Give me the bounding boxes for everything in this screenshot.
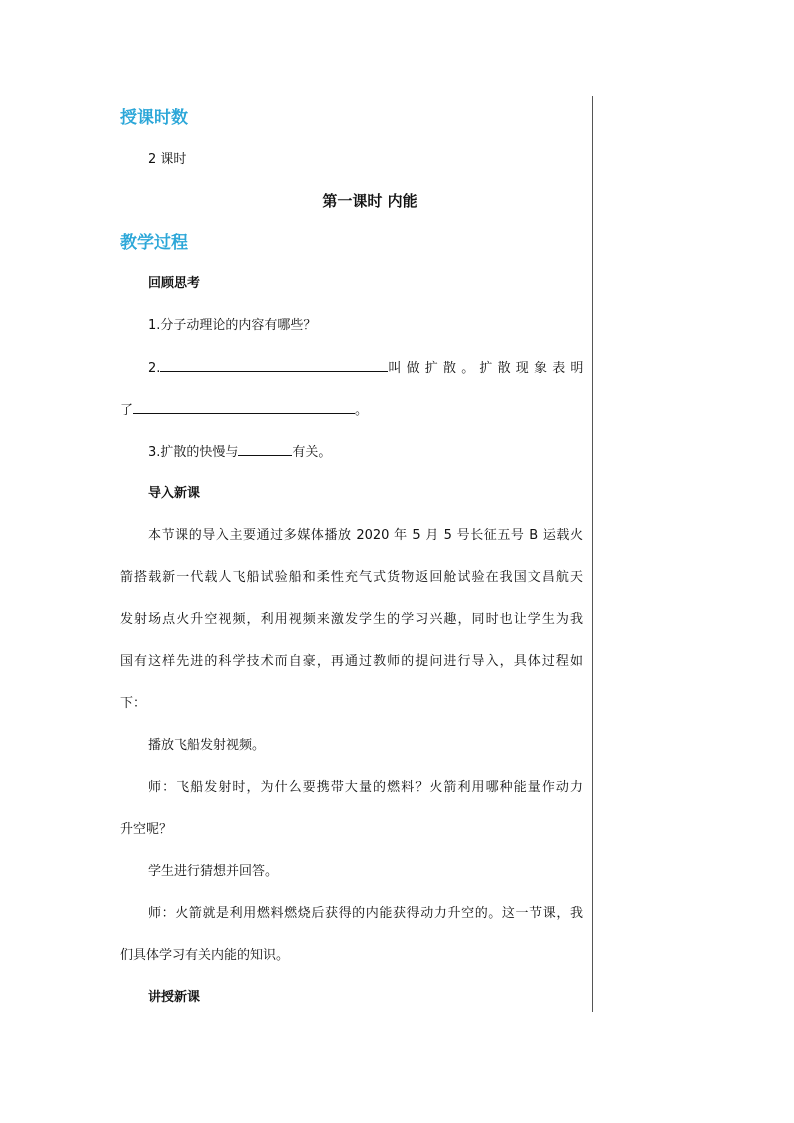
intro-paragraph-line: 发射场点火升空视频，利用视频来激发学生的学习兴趣，同时也让学生为我 <box>120 612 583 627</box>
section-heading-hours: 授课时数 <box>120 108 188 128</box>
review-heading: 回顾思考 <box>148 276 201 291</box>
intro-heading: 导入新课 <box>148 486 201 501</box>
review-question-3 <box>148 443 331 462</box>
teacher-answer-line: 们具体学习有关内能的知识。 <box>120 948 290 963</box>
intro-paragraph-line: 箭搭载新一代载人飞船试验船和柔性充气式货物返回舱试验在我国文昌航天 <box>120 570 583 585</box>
lesson-title: 第一课时 内能 <box>322 192 418 210</box>
section-heading-process: 教学过程 <box>120 233 188 253</box>
q2-text: 叫做扩散。扩散现象表明 <box>388 361 584 376</box>
answer-blank <box>238 443 292 456</box>
review-question-2 <box>148 359 583 378</box>
q2-end: 。 <box>355 403 369 418</box>
intro-paragraph-line: 国有这样先进的科学技术而自豪，再通过教师的提问进行导入，具体过程如 <box>120 654 583 669</box>
hours-value: 2 课时 <box>148 152 187 167</box>
q2-line2-prefix: 了 <box>120 403 134 418</box>
intro-paragraph: 播放飞船发射视频。 <box>148 738 266 753</box>
intro-paragraph-line: 下： <box>120 696 147 711</box>
intro-paragraph-line: 本节课的导入主要通过多媒体播放 2020 年 5 月 5 号长征五号 B 运载火 <box>148 528 583 543</box>
teacher-question-line: 师：飞船发射时，为什么要携带大量的燃料？火箭利用哪种能量作动力 <box>148 780 583 795</box>
q2-prefix: 2. <box>148 361 161 376</box>
answer-blank <box>160 359 388 372</box>
answer-blank <box>133 401 355 414</box>
intro-paragraph: 学生进行猜想并回答。 <box>148 864 279 879</box>
q3-suffix: 有关。 <box>292 445 332 460</box>
new-lesson-heading: 讲授新课 <box>148 990 201 1005</box>
teacher-question-line: 升空呢？ <box>120 822 173 837</box>
review-question-2-cont <box>120 401 368 420</box>
teacher-answer-line: 师：火箭就是利用燃料燃烧后获得的内能获得动力升空的。这一节课，我 <box>148 906 583 921</box>
review-question-1: 1.分子动理论的内容有哪些？ <box>148 318 317 333</box>
q3-prefix: 3.扩散的快慢与 <box>148 445 239 460</box>
margin-rule <box>592 96 593 1012</box>
